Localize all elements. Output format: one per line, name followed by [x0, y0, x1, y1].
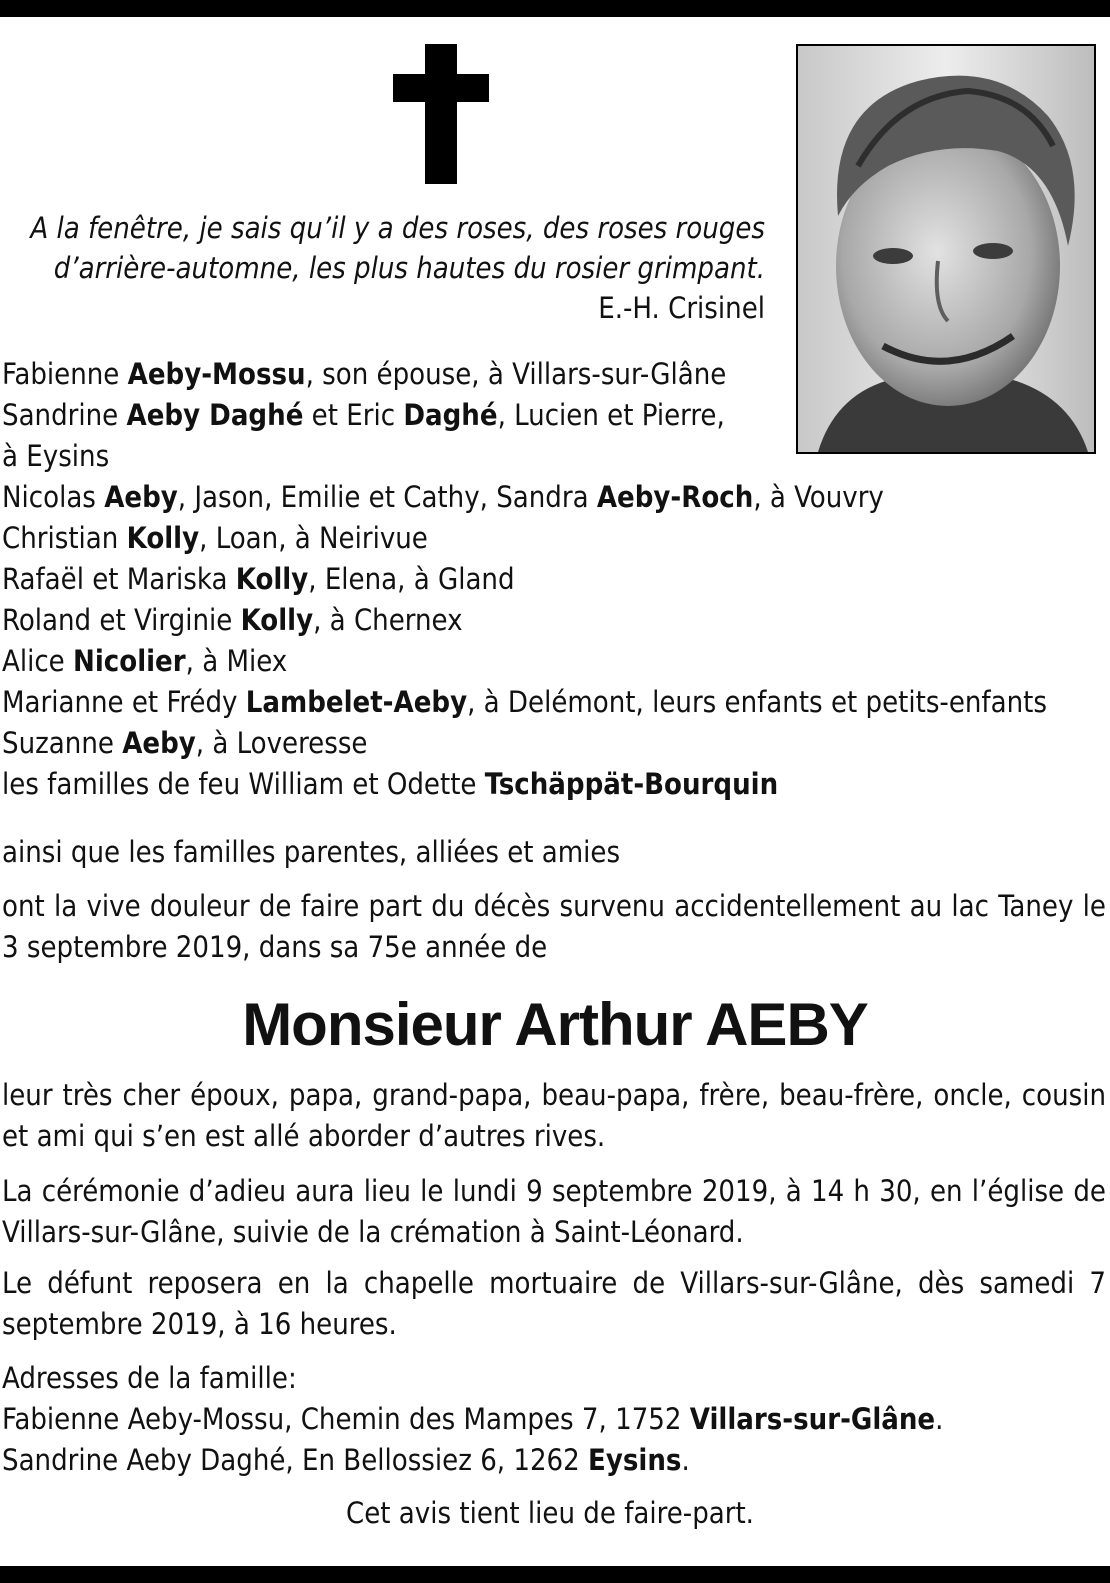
- top-rule: [0, 0, 1110, 17]
- addresses-heading: Adresses de la famille:: [2, 1361, 297, 1395]
- cross-icon: [393, 44, 489, 184]
- address-line: Fabienne Aeby-Mossu, Chemin des Mampes 7, 1752 Villars-sur-Glâne.: [2, 1402, 944, 1436]
- family-line: Suzanne Aeby, à Loveresse: [2, 726, 368, 760]
- deceased-name: Monsieur Arthur AEBY: [242, 991, 868, 1058]
- family-addresses: [2, 1358, 943, 1481]
- family-line: Nicolas Aeby, Jason, Emilie et Cathy, Sandra Aeby-Roch, à Vouvry: [2, 480, 884, 514]
- tribute-text: leur très cher époux, papa, grand-papa, beau-papa, frère, beau-frère, oncle, cousin et ami qui s’en est allé aborder d’autres rives.: [2, 1078, 1106, 1153]
- epigraph-quote: [0, 208, 765, 328]
- family-line: Rafaël et Mariska Kolly, Elena, à Gland: [2, 562, 515, 596]
- family-line: Roland et Virginie Kolly, à Chernex: [2, 603, 463, 637]
- address-line: Sandrine Aeby Daghé, En Bellossiez 6, 1262 Eysins.: [2, 1443, 690, 1477]
- family-line: Sandrine Aeby Daghé et Eric Daghé, Lucien et Pierre,: [2, 398, 725, 432]
- quote-line-2: d’arrière-automne, les plus hautes du rosier grimpant.: [53, 251, 765, 285]
- announcement-text: ont la vive douleur de faire part du décès survenu accidentellement au lac Taney le 3 septembre 2019, dans sa 75e année de: [2, 889, 1106, 964]
- family-line: Marianne et Frédy Lambelet-Aeby, à Delémont, leurs enfants et petits-enfants: [2, 685, 1047, 719]
- family-line: Christian Kolly, Loan, à Neirivue: [2, 521, 428, 555]
- closing-note: Cet avis tient lieu de faire-part.: [346, 1496, 754, 1530]
- family-line: Fabienne Aeby-Mossu, son épouse, à Villars-sur-Glâne: [2, 357, 727, 391]
- viewing-text: Le défunt reposera en la chapelle mortuaire de Villars-sur-Glâne, dès samedi 7 septembre 2019, à 16 heures.: [2, 1266, 1106, 1341]
- relatives-note: ainsi que les familles parentes, alliées et amies: [2, 835, 621, 869]
- ceremony-text: La cérémonie d’adieu aura lieu le lundi 9 septembre 2019, à 14 h 30, en l’église de Villars-sur-Glâne, suivie de la crémation à Saint-Léonard.: [2, 1174, 1106, 1249]
- family-line: Alice Nicolier, à Miex: [2, 644, 288, 678]
- family-line: à Eysins: [2, 439, 110, 473]
- quote-author: E.-H. Crisinel: [598, 291, 765, 325]
- family-list: [2, 354, 1047, 805]
- family-line: les familles de feu William et Odette Tschäppät-Bourquin: [2, 767, 779, 801]
- bottom-rule: [0, 1566, 1110, 1583]
- quote-line-1: A la fenêtre, je sais qu’il y a des roses, des roses rouges: [30, 211, 765, 245]
